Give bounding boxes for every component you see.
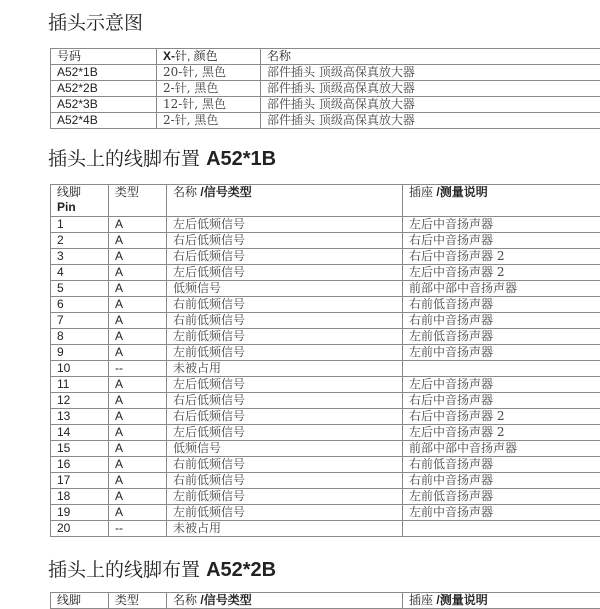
cell-signal: 左前低频信号 — [167, 505, 403, 521]
cell-socket: 左前低音扬声器 — [403, 329, 600, 345]
table-row — [51, 393, 600, 409]
cell-pin: 11 — [51, 377, 109, 393]
cell-signal: 左后低频信号 — [167, 425, 403, 441]
cell-signal: 右前低频信号 — [167, 313, 403, 329]
cell-signal: 左前低频信号 — [167, 489, 403, 505]
cell-type: A — [109, 233, 167, 249]
cell-pin: 17 — [51, 473, 109, 489]
cell-pin: 10 — [51, 361, 109, 377]
cell-pin: 3 — [51, 249, 109, 265]
cell-socket: 左前低音扬声器 — [403, 489, 600, 505]
cell-socket: 右后中音扬声器 2 — [403, 249, 600, 265]
cell-pin: 6 — [51, 297, 109, 313]
cell-pin: 13 — [51, 409, 109, 425]
header-type: 类型 — [109, 185, 167, 217]
table-row — [51, 81, 600, 97]
cell-code: A52*4B — [51, 113, 157, 129]
cell-signal: 左前低频信号 — [167, 345, 403, 361]
cell-type: A — [109, 425, 167, 441]
cell-socket: 右后中音扬声器 — [403, 393, 600, 409]
cell-socket: 前部中部中音扬声器 — [403, 281, 600, 297]
connector-overview-table — [50, 48, 600, 129]
cell-signal: 右后低频信号 — [167, 249, 403, 265]
cell-pins: 12-针, 黑色 — [157, 97, 261, 113]
header-pin: 线脚 Pin — [51, 185, 109, 217]
header-socket: 插座 /测量说明 — [403, 593, 600, 609]
cell-code: A52*1B — [51, 65, 157, 81]
cell-type: A — [109, 313, 167, 329]
cell-socket: 左后中音扬声器 — [403, 217, 600, 233]
table-row — [51, 409, 600, 425]
cell-socket: 右前中音扬声器 — [403, 313, 600, 329]
table-row — [51, 329, 600, 345]
cell-type: A — [109, 281, 167, 297]
cell-socket: 左后中音扬声器 2 — [403, 425, 600, 441]
header-name: 名称 — [261, 49, 600, 65]
cell-type: A — [109, 249, 167, 265]
cell-type: A — [109, 393, 167, 409]
cell-socket: 左后中音扬声器 2 — [403, 265, 600, 281]
cell-socket: 左前中音扬声器 — [403, 505, 600, 521]
cell-signal: 左后低频信号 — [167, 265, 403, 281]
table-header-row — [51, 49, 600, 65]
table-row — [51, 489, 600, 505]
table-row — [51, 113, 600, 129]
cell-pins: 2-针, 黑色 — [157, 113, 261, 129]
section1-title: 插头示意图 — [48, 14, 143, 33]
cell-signal: 右前低频信号 — [167, 457, 403, 473]
cell-type: A — [109, 217, 167, 233]
table-row — [51, 265, 600, 281]
cell-type: -- — [109, 361, 167, 377]
header-pin: 线脚 — [51, 593, 109, 609]
table-row — [51, 457, 600, 473]
cell-socket — [403, 521, 600, 537]
cell-pin: 2 — [51, 233, 109, 249]
table-row — [51, 505, 600, 521]
cell-pin: 1 — [51, 217, 109, 233]
table-row — [51, 361, 600, 377]
cell-type: A — [109, 265, 167, 281]
cell-pin: 20 — [51, 521, 109, 537]
cell-signal: 低频信号 — [167, 281, 403, 297]
cell-name: 部件插头 顶级高保真放大器 — [261, 113, 600, 129]
cell-type: A — [109, 297, 167, 313]
cell-socket: 左前中音扬声器 — [403, 345, 600, 361]
cell-signal: 未被占用 — [167, 361, 403, 377]
cell-name: 部件插头 顶级高保真放大器 — [261, 81, 600, 97]
cell-pin: 8 — [51, 329, 109, 345]
cell-pin: 7 — [51, 313, 109, 329]
section2-title: 插头上的线脚布置 A52*1B — [48, 149, 276, 169]
table-row — [51, 345, 600, 361]
table-header-row — [51, 593, 600, 609]
cell-socket: 右前低音扬声器 — [403, 297, 600, 313]
cell-signal: 右后低频信号 — [167, 393, 403, 409]
header-code: 号码 — [51, 49, 157, 65]
table-row — [51, 313, 600, 329]
cell-type: A — [109, 489, 167, 505]
cell-name: 部件插头 顶级高保真放大器 — [261, 97, 600, 113]
cell-pin: 4 — [51, 265, 109, 281]
cell-signal: 右前低频信号 — [167, 473, 403, 489]
header-pins: X-针, 颜色 — [157, 49, 261, 65]
cell-socket: 右前中音扬声器 — [403, 473, 600, 489]
cell-socket: 前部中部中音扬声器 — [403, 441, 600, 457]
cell-type: A — [109, 473, 167, 489]
cell-socket: 右后中音扬声器 — [403, 233, 600, 249]
cell-signal: 右后低频信号 — [167, 233, 403, 249]
cell-signal: 左前低频信号 — [167, 329, 403, 345]
cell-code: A52*2B — [51, 81, 157, 97]
cell-pins: 2-针, 黑色 — [157, 81, 261, 97]
cell-pins: 20-针, 黑色 — [157, 65, 261, 81]
table-row — [51, 297, 600, 313]
cell-type: A — [109, 457, 167, 473]
section3-title: 插头上的线脚布置 A52*2B — [48, 560, 276, 580]
cell-type: A — [109, 505, 167, 521]
table-row — [51, 521, 600, 537]
cell-signal: 右后低频信号 — [167, 409, 403, 425]
cell-pin: 9 — [51, 345, 109, 361]
cell-pin: 15 — [51, 441, 109, 457]
table-row — [51, 97, 600, 113]
cell-socket: 右后中音扬声器 2 — [403, 409, 600, 425]
table-row — [51, 441, 600, 457]
cell-pin: 12 — [51, 393, 109, 409]
table-row — [51, 425, 600, 441]
header-socket: 插座 /测量说明 — [403, 185, 600, 217]
table-row — [51, 473, 600, 489]
table-row — [51, 249, 600, 265]
cell-name: 部件插头 顶级高保真放大器 — [261, 65, 600, 81]
table-row — [51, 65, 600, 81]
cell-signal: 左后低频信号 — [167, 377, 403, 393]
cell-pin: 14 — [51, 425, 109, 441]
header-signal: 名称 /信号类型 — [167, 185, 403, 217]
cell-pin: 5 — [51, 281, 109, 297]
cell-code: A52*3B — [51, 97, 157, 113]
cell-socket: 右前低音扬声器 — [403, 457, 600, 473]
cell-socket: 左后中音扬声器 — [403, 377, 600, 393]
cell-signal: 右前低频信号 — [167, 297, 403, 313]
header-signal: 名称 /信号类型 — [167, 593, 403, 609]
cell-pin: 16 — [51, 457, 109, 473]
header-type: 类型 — [109, 593, 167, 609]
table-row — [51, 377, 600, 393]
cell-type: A — [109, 441, 167, 457]
cell-socket — [403, 361, 600, 377]
cell-type: A — [109, 409, 167, 425]
table-row — [51, 281, 600, 297]
table-row — [51, 217, 600, 233]
cell-signal: 低频信号 — [167, 441, 403, 457]
cell-signal: 左后低频信号 — [167, 217, 403, 233]
cell-type: -- — [109, 521, 167, 537]
table-header-row — [51, 185, 600, 217]
pin-layout-table-a52-1b — [50, 184, 600, 537]
cell-pin: 19 — [51, 505, 109, 521]
cell-type: A — [109, 345, 167, 361]
cell-type: A — [109, 377, 167, 393]
table-row — [51, 233, 600, 249]
cell-type: A — [109, 329, 167, 345]
cell-signal: 未被占用 — [167, 521, 403, 537]
pin-layout-table-a52-2b — [50, 592, 600, 609]
cell-pin: 18 — [51, 489, 109, 505]
